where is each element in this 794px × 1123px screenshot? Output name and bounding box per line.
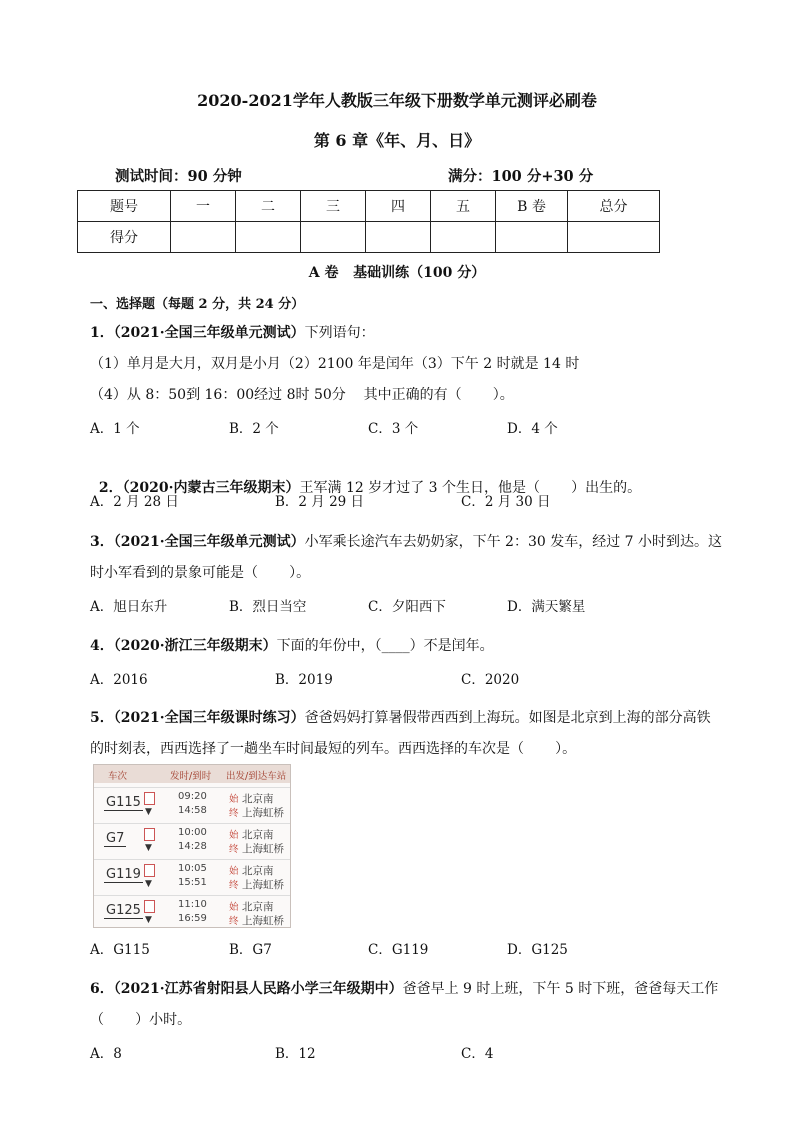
question-line: （1）单月是大月，双月是小月（2）2100 年是闰年（3）下午 2 时就是 14 时: [90, 356, 580, 372]
question-6: [90, 979, 718, 999]
question-source: （2021·全国三年级课时练习）: [113, 710, 305, 726]
option-d: D．G125: [507, 942, 568, 958]
question-text: 下列语句：: [304, 325, 375, 341]
arrival-station: 上海虹桥: [242, 915, 284, 927]
option-b: B．2 个: [229, 421, 279, 437]
question-source: （2021·全国三年级单元测试）: [113, 534, 305, 550]
departure-time: 10:05: [178, 863, 207, 874]
ticket-icon: [144, 864, 155, 877]
question-text: 爸爸早上 9 时上班，下午 5 时下班，爸爸每天工作: [402, 981, 719, 997]
end-label: 终: [229, 808, 239, 819]
option-c: C．4: [461, 1046, 494, 1062]
question-source: （2021·全国三年级单元测试）: [113, 325, 305, 341]
question-number: 1．: [90, 325, 114, 341]
score-cell: 得分: [78, 222, 171, 253]
full-score: 满分：100 分+30 分: [448, 168, 594, 185]
score-table: [77, 190, 660, 253]
timetable-header: [94, 765, 290, 783]
score-cell: B 卷: [496, 191, 568, 222]
chapter-title: 第 6 章《年、月、日》: [313, 131, 481, 150]
option-c: C．2020: [461, 672, 520, 688]
score-cell: 三: [301, 191, 366, 222]
score-blank: [496, 222, 568, 253]
timetable-header-station: 出发/到达车站: [226, 771, 287, 782]
dropdown-arrow-icon: ▼: [145, 807, 152, 817]
score-table-score-row: [78, 222, 660, 253]
option-c: C．夕阳西下: [368, 599, 446, 615]
score-blank: [301, 222, 366, 253]
question-3: [90, 532, 722, 552]
score-blank: [568, 222, 660, 253]
option-c: C．G119: [368, 942, 429, 958]
option-a: A．2016: [90, 672, 148, 688]
departure-station: 北京南: [242, 901, 274, 913]
start-label: 始: [229, 794, 239, 805]
score-cell: 总分: [568, 191, 660, 222]
question-text: 王军满 12 岁才过了 3 个生日，他是（ ）出生的。: [299, 480, 642, 496]
option-a: A．1 个: [90, 421, 140, 437]
option-b: B．2019: [275, 672, 333, 688]
option-a: A．8: [90, 1046, 122, 1062]
score-blank: [431, 222, 496, 253]
timetable-header-time: 发时/到时: [170, 771, 212, 782]
start-label: 始: [229, 866, 239, 877]
option-c: C．3 个: [368, 421, 419, 437]
ticket-icon: [144, 828, 155, 841]
score-cell: 五: [431, 191, 496, 222]
departure-time: 10:00: [178, 827, 207, 838]
end-label: 终: [229, 844, 239, 855]
question-source: （2020·浙江三年级期末）: [113, 638, 277, 654]
train-number: G119: [106, 867, 141, 882]
option-b: B．2 月 29 日: [275, 494, 365, 510]
score-cell: 四: [366, 191, 431, 222]
question-number: 3．: [90, 534, 114, 550]
timetable-header-train: 车次: [108, 771, 128, 782]
option-d: D．4 个: [507, 421, 558, 437]
dropdown-arrow-icon: ▼: [145, 879, 152, 889]
question-line: 的时刻表，西西选择了一趟坐车时间最短的列车。西西选择的车次是（ ）。: [90, 741, 577, 757]
ticket-icon: [144, 792, 155, 805]
score-blank: [236, 222, 301, 253]
arrival-time: 16:59: [178, 913, 207, 924]
train-number: G125: [106, 903, 141, 918]
departure-time: 11:10: [178, 899, 207, 910]
dropdown-arrow-icon: ▼: [145, 915, 152, 925]
score-table-header-row: [78, 191, 660, 222]
end-label: 终: [229, 880, 239, 891]
question-number: 2．: [98, 480, 123, 496]
option-c: C．2 月 30 日: [461, 494, 551, 510]
departure-station: 北京南: [242, 793, 274, 805]
option-a: A．G115: [90, 942, 150, 958]
question-5: [90, 708, 711, 728]
question-line: 时小军看到的景象可能是（ ）。: [90, 565, 311, 581]
question-source: （2021·江苏省射阳县人民路小学三年级期中）: [113, 981, 403, 997]
test-time: 测试时间：90 分钟: [115, 168, 242, 185]
score-cell: 二: [236, 191, 301, 222]
option-a: A．旭日东升: [90, 599, 168, 615]
arrival-time: 15:51: [178, 877, 207, 888]
question-number: 5．: [90, 710, 114, 726]
option-b: B．G7: [229, 942, 272, 958]
part-title: A 卷 基础训练（100 分）: [308, 265, 486, 281]
departure-station: 北京南: [242, 865, 274, 877]
question-text: 下面的年份中，（____）不是闰年。: [276, 638, 494, 654]
question-number: 4．: [90, 638, 114, 654]
start-label: 始: [229, 902, 239, 913]
train-number: G115: [106, 795, 141, 810]
score-cell: 题号: [78, 191, 171, 222]
score-blank: [366, 222, 431, 253]
timetable-row: [94, 895, 290, 927]
score-cell: 一: [171, 191, 236, 222]
question-1: [90, 323, 375, 343]
option-b: B．12: [275, 1046, 316, 1062]
dropdown-arrow-icon: ▼: [145, 843, 152, 853]
arrival-station: 上海虹桥: [242, 879, 284, 891]
question-line: （4）从 8：50到 16：00经过 8时 50分 其中正确的有（ ）。: [90, 387, 514, 403]
question-text: 爸爸妈妈打算暑假带西西到上海玩。如图是北京到上海的部分高铁: [304, 710, 711, 726]
section-heading: 一、选择题（每题 2 分，共 24 分）: [90, 297, 305, 312]
departure-station: 北京南: [242, 829, 274, 841]
arrival-station: 上海虹桥: [242, 843, 284, 855]
timetable-row: [94, 823, 290, 860]
timetable-row: [94, 859, 290, 896]
option-a: A．2 月 28 日: [90, 494, 179, 510]
question-4: [90, 636, 494, 656]
arrival-time: 14:58: [178, 805, 207, 816]
start-label: 始: [229, 830, 239, 841]
question-number: 6．: [90, 981, 114, 997]
question-source: （2020·内蒙古三年级期末）: [122, 480, 300, 496]
score-blank: [171, 222, 236, 253]
arrival-station: 上海虹桥: [242, 807, 284, 819]
ticket-icon: [144, 900, 155, 913]
end-label: 终: [229, 916, 239, 927]
option-b: B．烈日当空: [229, 599, 307, 615]
train-number: G7: [106, 831, 125, 846]
departure-time: 09:20: [178, 791, 207, 802]
timetable-row: [94, 787, 290, 824]
question-text: 小军乘长途汽车去奶奶家，下午 2：30 发车，经过 7 小时到达。这: [304, 534, 723, 550]
question-line: （ ）小时。: [90, 1012, 192, 1028]
option-d: D．满天繁星: [507, 599, 586, 615]
document-title: 2020-2021学年人教版三年级下册数学单元测评必刷卷: [197, 91, 597, 110]
train-timetable: [93, 764, 291, 928]
arrival-time: 14:28: [178, 841, 207, 852]
